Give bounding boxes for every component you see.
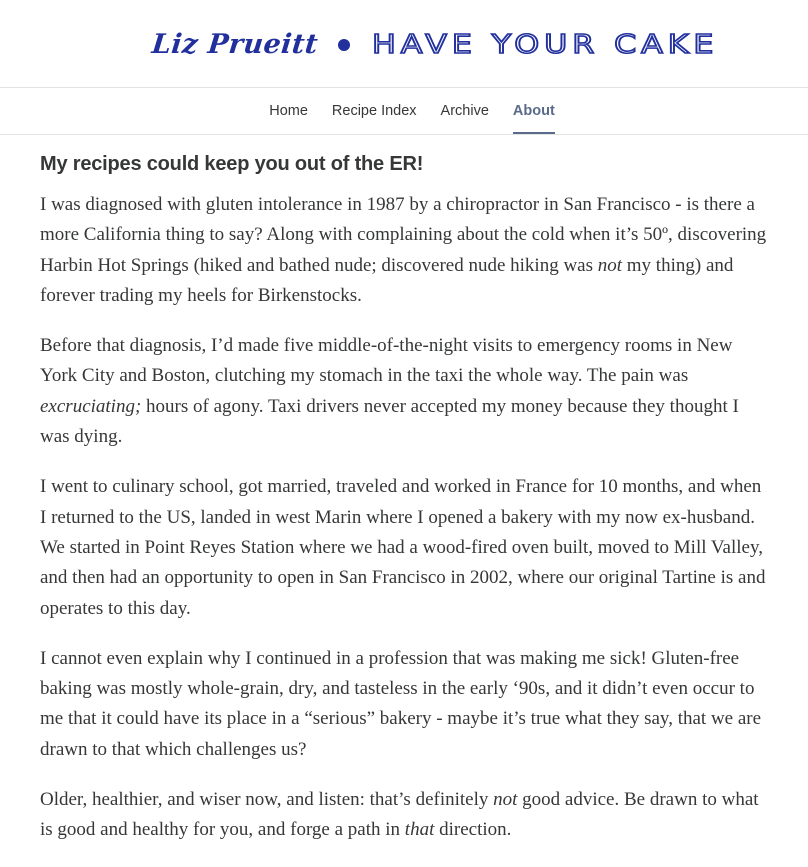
nav-list bbox=[253, 88, 555, 134]
paragraph-text: my thing) and forever trading my heels for Birkenstocks. bbox=[40, 254, 734, 306]
paragraph-text: good advice. Be drawn to what is good and healthy for you, and forge a path in bbox=[40, 789, 759, 841]
brand-site-title: HAVE YOUR CAKE bbox=[372, 29, 719, 60]
main-navigation bbox=[0, 87, 808, 135]
site-logo-link[interactable] bbox=[150, 29, 719, 60]
emphasis-text: excruciating; bbox=[40, 395, 142, 417]
brand-separator-dot bbox=[338, 39, 350, 51]
emphasis-text: that bbox=[404, 819, 435, 841]
brand-author-name: Liz Prueitt bbox=[150, 29, 320, 60]
article-paragraph-3: I went to culinary school, got married, traveled and worked in France for 10 months, and when I returned to the US, landed in west Marin where I opened a bakery with my now ex-husband. We started in Point Reyes Station where we had a wood-fired oven built, moved to Mill Valley, and then had an opportunity to open in San Francisco in 2002, where our original Tartine is and operates to this day. bbox=[40, 476, 766, 619]
about-article bbox=[0, 135, 808, 846]
paragraph-text: Older, healthier, and wiser now, and listen: that’s definitely bbox=[40, 789, 494, 811]
site-header bbox=[0, 0, 808, 87]
paragraph-text: direction. bbox=[434, 819, 512, 841]
emphasis-text: not bbox=[493, 789, 518, 811]
article-paragraph-1 bbox=[40, 190, 768, 311]
article-paragraph-2 bbox=[40, 331, 768, 452]
nav-item-archive[interactable]: Archive bbox=[440, 103, 489, 119]
nav-item-about[interactable]: About bbox=[513, 88, 555, 134]
paragraph-text: Before that diagnosis, I’d made five middle-of-the-night visits to emergency rooms in New York City and Boston, clutching my stomach in the taxi the whole way. The pain was bbox=[40, 335, 733, 387]
article-heading: My recipes could keep you out of the ER! bbox=[40, 153, 424, 175]
paragraph-text: hours of agony. Taxi drivers never accepted my money because they thought I was dying. bbox=[40, 395, 739, 448]
emphasis-text: not bbox=[597, 254, 623, 276]
article-paragraph-4: I cannot even explain why I continued in a profession that was making me sick! Gluten-free baking was mostly whole-grain, dry, and tasteless in the early ‘90s, and it didn’t even occur to me that it could have its place in a “serious” bakery - maybe it’s true what they say, that we are drawn to that which challenges us? bbox=[40, 647, 762, 760]
paragraph-text: I was diagnosed with gluten intolerance in 1987 by a chiropractor in San Francisco - is there a more California thing to say? Along with complaining about the cold when it’s 50º, discovering Harbin Hot Springs (hiked and bathed nude; discovered nude hiking was bbox=[40, 194, 767, 276]
article-paragraph-5 bbox=[40, 785, 768, 846]
nav-item-recipe-index[interactable]: Recipe Index bbox=[331, 103, 417, 119]
nav-item-home[interactable]: Home bbox=[269, 103, 308, 119]
